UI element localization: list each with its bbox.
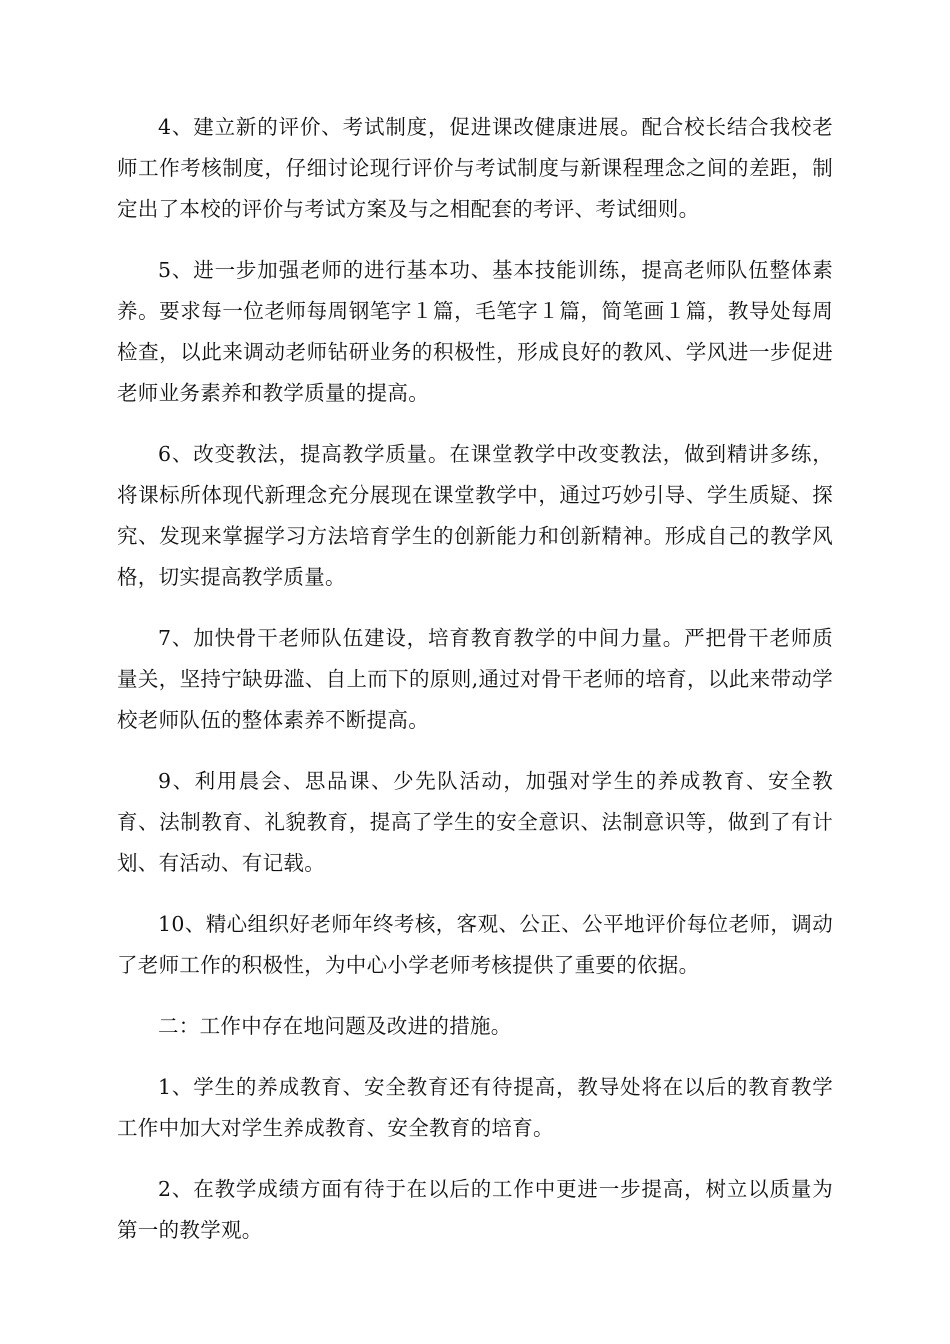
paragraph-item-10: 10、精心组织好老师年终考核，客观、公正、公平地评价每位老师，调动了老师工作的积极性，为中心小学老师考核提供了重要的依据。 bbox=[117, 912, 833, 977]
paragraph-item-9: 9、利用晨会、思品课、少先队活动，加强对学生的养成教育、安全教育、法制教育、礼貌教育，提高了学生的安全意识、法制意识等，做到了有计划、有活动、有记载。 bbox=[117, 769, 833, 875]
paragraph-item-7: 7、加快骨干老师队伍建设，培育教育教学的中间力量。严把骨干老师质量关，坚持宁缺毋滥、自上而下的原则,通过对骨干老师的培育，以此来带动学校老师队伍的整体素养不断提高。 bbox=[117, 626, 833, 732]
paragraph-item-6: 6、改变教法，提高教学质量。在课堂教学中改变教法，做到精讲多练，将课标所体现代新理念充分展现在课堂教学中，通过巧妙引导、学生质疑、探究、发现来掌握学习方法培育学生的创新能力和创新精神。形成自己的教学风格，切实提高教学质量。 bbox=[117, 442, 833, 589]
paragraph-problem-1: 1、学生的养成教育、安全教育还有待提高，教导处将在以后的教育教学工作中加大对学生养成教育、安全教育的培育。 bbox=[117, 1075, 833, 1140]
section-heading-problems: 二：工作中存在地问题及改进的措施。 bbox=[158, 1014, 512, 1038]
paragraph-problem-2: 2、在教学成绩方面有待于在以后的工作中更进一步提高，树立以质量为第一的教学观。 bbox=[117, 1177, 833, 1242]
paragraph-item-4: 4、建立新的评价、考试制度，促进课改健康进展。配合校长结合我校老师工作考核制度，仔细讨论现行评价与考试制度与新课程理念之间的差距，制定出了本校的评价与考试方案及与之相配套的考评、考试细则。 bbox=[117, 115, 833, 221]
document-body bbox=[117, 107, 833, 1271]
paragraph-item-5: 5、进一步加强老师的进行基本功、基本技能训练，提高老师队伍整体素养。要求每一位老师每周钢笔字１篇，毛笔字１篇，简笔画１篇，教导处每周检查，以此来调动老师钻研业务的积极性，形成良好的教风、学风进一步促进老师业务素养和教学质量的提高。 bbox=[117, 258, 833, 405]
